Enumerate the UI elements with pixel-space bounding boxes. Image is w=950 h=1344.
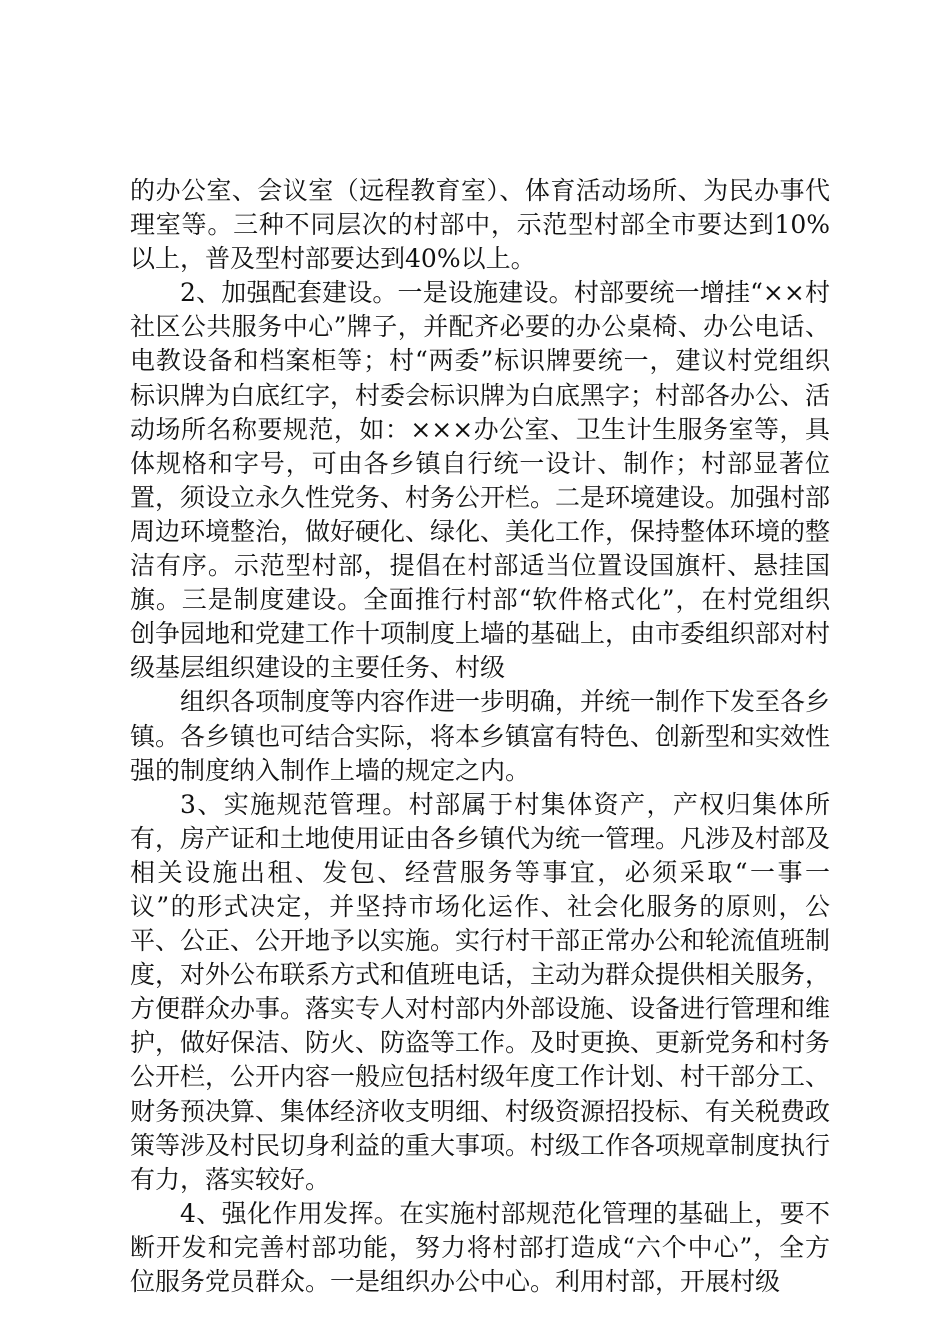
paragraph-system-distribution: 组织各项制度等内容作进一步明确，并统一制作下发至各乡镇。各乡镇也可结合实际，将本乡镇富有特色、创新型和实效性强的制度纳入制作上墙的规定之内。 (130, 687, 831, 785)
paragraph-strengthen-role: 4、强化作用发挥。在实施村部规范化管理的基础上，要不断开发和完善村部功能，努力将村部打造成“六个中心”，全方位服务党员群众。一是组织办公中心。利用村部，开展村级 (130, 1198, 830, 1296)
paragraph-standard-management: 3、实施规范管理。村部属于村集体资产，产权归集体所有，房产证和土地使用证由各乡镇代为统一管理。凡涉及村部及相关设施出租、发包、经营服务等事宜，必须采取“一事一议”的形式决定，并坚持市场化运作、社会化服务的原则，公平、公正、公开地予以实施。实行村干部正常办公和轮流值班制度，对外公布联系方式和值班电话，主动为群众提供相关服务，方便群众办事。落实专人对村部内外部设施、设备进行管理和维护，做好保洁、防火、防盗等工作。及时更换、更新党务和村务公开栏，公开内容一般应包括村级年度工作计划、村干部分工、财务预决算、集体经济收支明细、村级资源招投标、有关税费政策等涉及村民切身利益的重大事项。村级工作各项规章制度执行有力，落实较好。 (130, 789, 831, 1194)
paragraph-supporting-construction: 2、加强配套建设。一是设施建设。村部要统一增挂“××村社区公共服务中心”牌子，并配齐必要的办公桌椅、办公电话、电教设备和档案柜等；村“两委”标识牌要统一，建议村党组织标识牌为白底红字，村委会标识牌为白底黑字；村部各办公、活动场所名称要规范，如：×××办公室、卫生计生服务室等，具体规格和字号，可由各乡镇自行统一设计、制作；村部显著位置，须设立永久性党务、村务公开栏。二是环境建设。加强村部周边环境整治，做好硬化、绿化、美化工作，保持整体环境的整洁有序。示范型村部，提倡在村部适当位置设国旗杆、悬挂国旗。三是制度建设。全面推行村部“软件格式化”，在村党组织创争园地和党建工作十项制度上墙的基础上，由市委组织部对村级基层组织建设的主要任务、村级 (130, 278, 831, 683)
document-body (130, 174, 830, 1299)
paragraph-continued-intro: 的办公室、会议室（远程教育室）、体育活动场所、为民办事代理室等。三种不同层次的村部中，示范型村部全市要达到10%以上，普及型村部要达到40%以上。 (130, 176, 830, 274)
